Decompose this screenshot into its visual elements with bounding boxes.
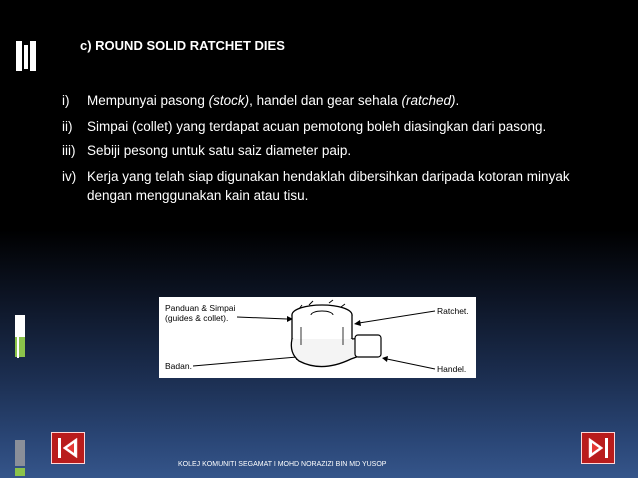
decor-strip-green — [15, 468, 25, 476]
skip-last-icon — [582, 433, 614, 463]
list-text-part: Kerja yang telah siap digunakan hendaklah dibersihkan daripada kotoran minyak dengan menggunakan kain atau tisu. — [87, 169, 570, 203]
list-text-part: . — [455, 93, 460, 108]
pointer-handle — [387, 359, 435, 369]
list-item — [62, 141, 602, 160]
label-ratchet: Ratchet. — [437, 306, 469, 316]
label-body: Badan. — [165, 361, 192, 371]
label-guides-line1: Panduan & Simpai — [165, 303, 236, 313]
list-number: i) — [62, 93, 70, 108]
decor-bar-white-small — [17, 318, 24, 358]
list-text-italic: (stock) — [208, 93, 250, 108]
arrow-ratchet-icon — [354, 320, 361, 326]
point-list — [62, 91, 602, 212]
pointer-ratchet — [359, 311, 435, 323]
list-item — [62, 91, 602, 110]
arrow-handle-icon — [382, 356, 388, 362]
list-text-part: Mempunyai pasong — [87, 93, 209, 108]
ratchet-die-figure — [159, 297, 476, 378]
list-item — [62, 117, 602, 136]
list-text-part: , handel dan gear sehala — [249, 93, 402, 108]
list-text-italic: (ratched) — [401, 93, 456, 108]
nav-first-button[interactable] — [51, 432, 85, 464]
label-handle: Handel. — [437, 364, 467, 374]
decor-bars-top — [16, 41, 36, 71]
list-item — [62, 167, 602, 205]
list-number: iii) — [62, 143, 76, 158]
list-text-part: Simpai (collet) yang terdapat acuan pemotong boleh diasingkan dari pasong. — [87, 119, 547, 134]
pointer-guides — [237, 317, 287, 319]
decor-strip-gray — [15, 440, 25, 466]
list-number: iv) — [62, 169, 77, 184]
die-handle-socket — [355, 335, 381, 357]
nav-last-button[interactable] — [581, 432, 615, 464]
label-guides-line2: (guides & collet). — [165, 313, 229, 323]
slide-footer: KOLEJ KOMUNITI SEGAMAT I MOHD NORAZIZI BIN MD YUSOP — [178, 461, 387, 468]
pointer-body — [193, 357, 297, 366]
list-number: ii) — [62, 119, 73, 134]
skip-first-icon — [52, 433, 84, 463]
ratchet-die-illustration — [159, 297, 476, 378]
slide-heading: c) ROUND SOLID RATCHET DIES — [80, 38, 285, 53]
list-text-part: Sebiji pesong untuk satu saiz diameter paip. — [87, 143, 352, 158]
